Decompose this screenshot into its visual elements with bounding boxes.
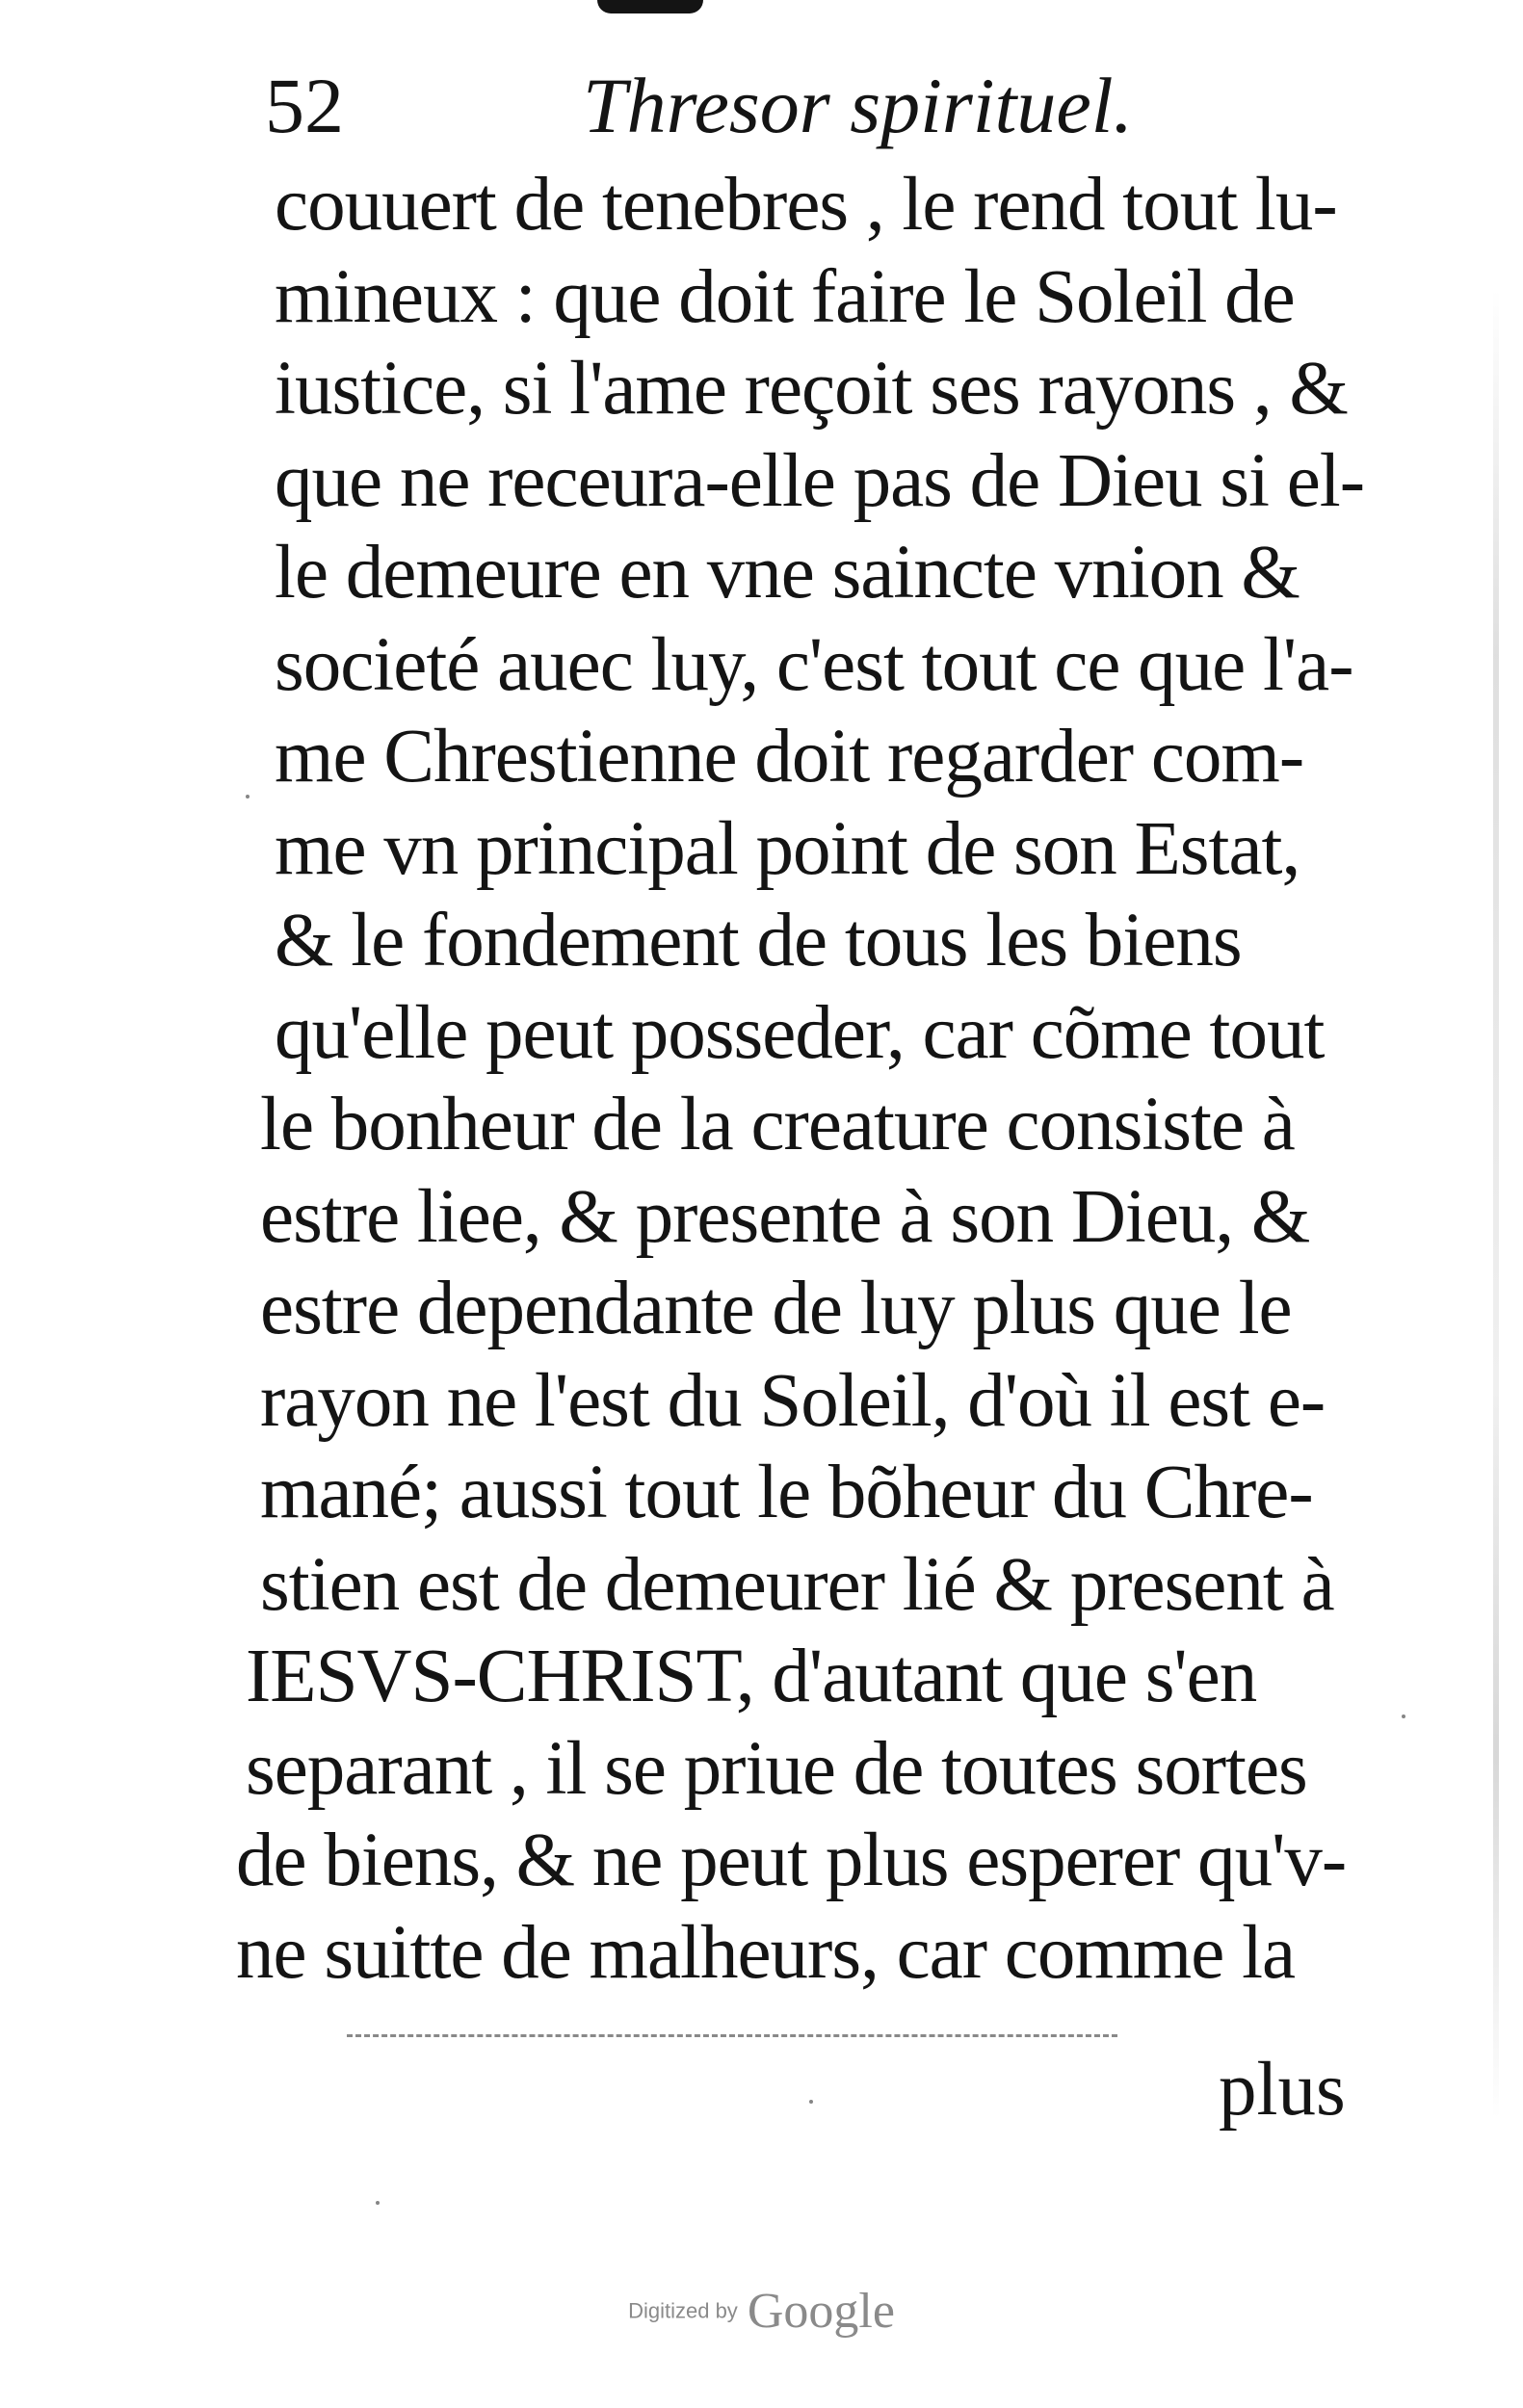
text-line: le demeure en vne saincte vnion & <box>275 531 1300 615</box>
ink-speck <box>809 2100 813 2104</box>
text-line: IESVS-CHRIST, d'autant que s'en <box>246 1635 1257 1718</box>
text-line: mineux : que doit faire le Soleil de <box>275 254 1295 339</box>
catchword: plus <box>1219 2048 1346 2132</box>
text-line: me Chrestienne doit regarder com- <box>275 715 1304 798</box>
digitized-label: Digitized by <box>628 2298 738 2323</box>
ink-speck <box>246 795 249 798</box>
text-line: ne suitte de malheurs, car comme la <box>236 1910 1296 1995</box>
text-line: couuert de tenebres , le rend tout lu- <box>275 163 1337 247</box>
digitization-watermark <box>0 2283 1523 2360</box>
text-line: & le fondement de tous les biens <box>275 899 1242 982</box>
text-line: rayon ne l'est du Soleil, d'où il est e- <box>260 1358 1326 1443</box>
body-text <box>236 159 1402 1999</box>
text-line: estre dependante de luy plus que le <box>260 1267 1292 1350</box>
page-edge-shadow <box>1493 289 1499 2119</box>
text-line: mané; aussi tout le bõheur du Chre- <box>260 1451 1313 1534</box>
print-smudge <box>347 2034 1117 2043</box>
running-head <box>265 53 1132 159</box>
text-line: stien est de demeurer lié & present à <box>260 1542 1334 1627</box>
text-line: iustice, si l'ame reçoit ses rayons , & <box>275 347 1348 431</box>
text-line: de biens, & ne peut plus esperer qu'v- <box>236 1819 1347 1902</box>
text-line: que ne receura-elle pas de Dieu si el- <box>275 438 1365 523</box>
text-line: societé auec luy, c'est tout ce que l'a- <box>275 622 1353 707</box>
text-line: le bonheur de la creature consiste à <box>260 1083 1295 1166</box>
page-number: 52 <box>265 62 344 149</box>
text-line: estre liee, & presente à son Dieu, & <box>260 1174 1310 1259</box>
ink-speck <box>1402 1714 1405 1718</box>
text-line: qu'elle peut posseder, car cõme tout <box>275 990 1325 1075</box>
google-logo: Google <box>747 2284 895 2339</box>
text-line: separant , il se priue de toutes sortes <box>246 1726 1307 1811</box>
text-line: me vn principal point de son Estat, <box>275 806 1300 891</box>
running-title: Thresor spirituel. <box>583 62 1134 149</box>
ink-speck <box>376 2201 380 2205</box>
top-ornament <box>597 0 703 13</box>
